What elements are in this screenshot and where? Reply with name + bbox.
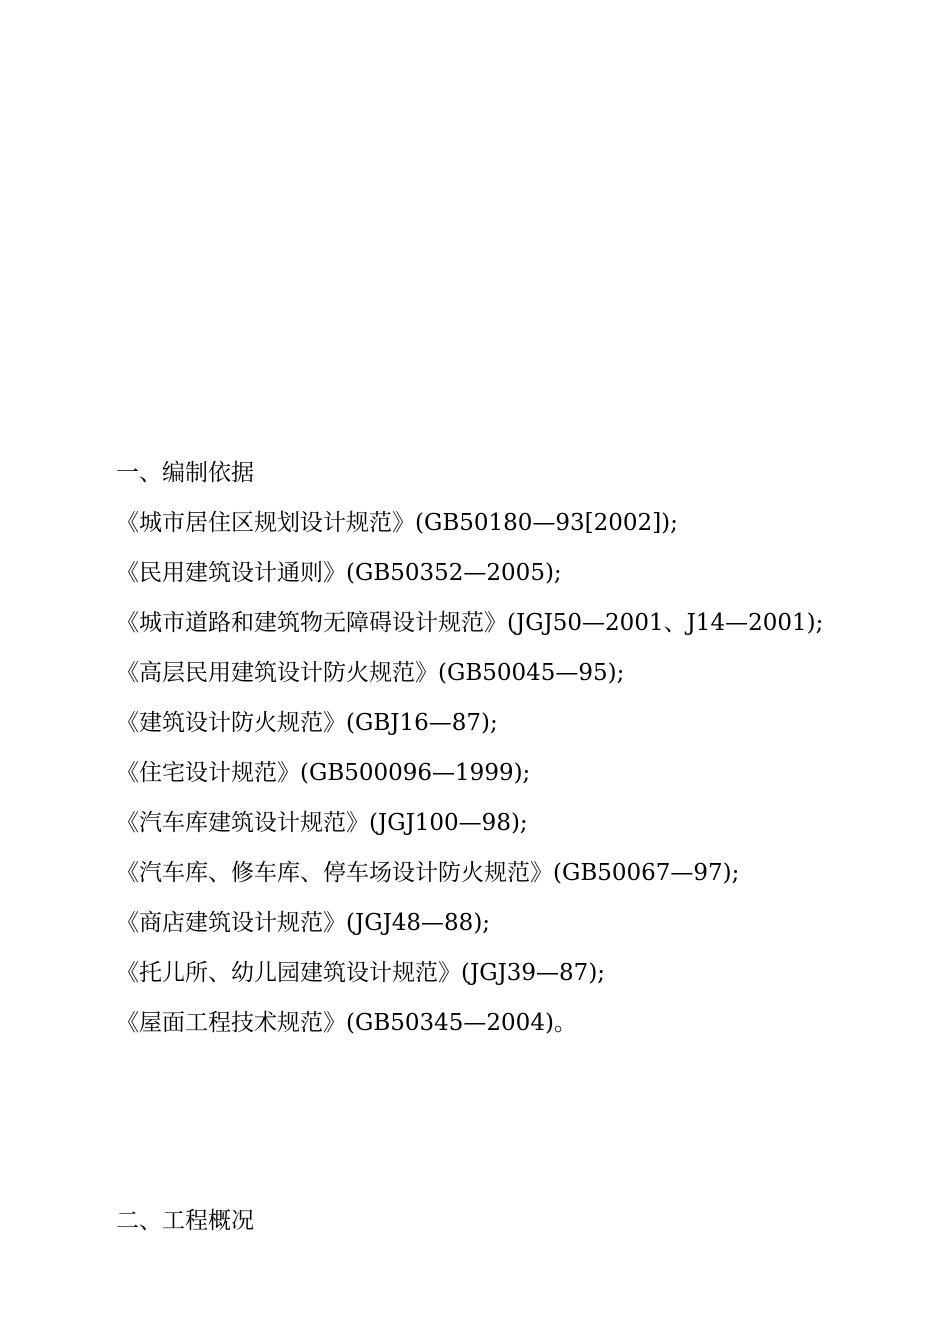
reference-list — [116, 508, 823, 1058]
reference-item: 《民用建筑设计通则》(GB50352—2005); — [116, 560, 562, 586]
reference-item: 《汽车库建筑设计规范》(JGJ100—98); — [116, 810, 528, 836]
reference-item: 《托儿所、幼儿园建筑设计规范》(JGJ39—87); — [116, 960, 606, 986]
reference-item: 《住宅设计规范》(GB500096—1999); — [116, 760, 531, 786]
reference-item: 《高层民用建筑设计防火规范》(GB50045—95); — [116, 660, 625, 686]
reference-item: 《汽车库、修车库、停车场设计防火规范》(GB50067—97); — [116, 860, 740, 886]
reference-item: 《城市道路和建筑物无障碍设计规范》(JGJ50—2001、J14—2001); — [116, 610, 824, 636]
reference-item: 《屋面工程技术规范》(GB50345—2004)。 — [116, 1010, 577, 1036]
section-heading-overview: 二、工程概况 — [116, 1208, 254, 1234]
reference-item: 《城市居住区规划设计规范》(GB50180—93[2002]); — [116, 510, 678, 536]
section-heading-basis: 一、编制依据 — [116, 460, 254, 486]
reference-item: 《建筑设计防火规范》(GBJ16—87); — [116, 710, 498, 736]
reference-item: 《商店建筑设计规范》(JGJ48—88); — [116, 910, 491, 936]
